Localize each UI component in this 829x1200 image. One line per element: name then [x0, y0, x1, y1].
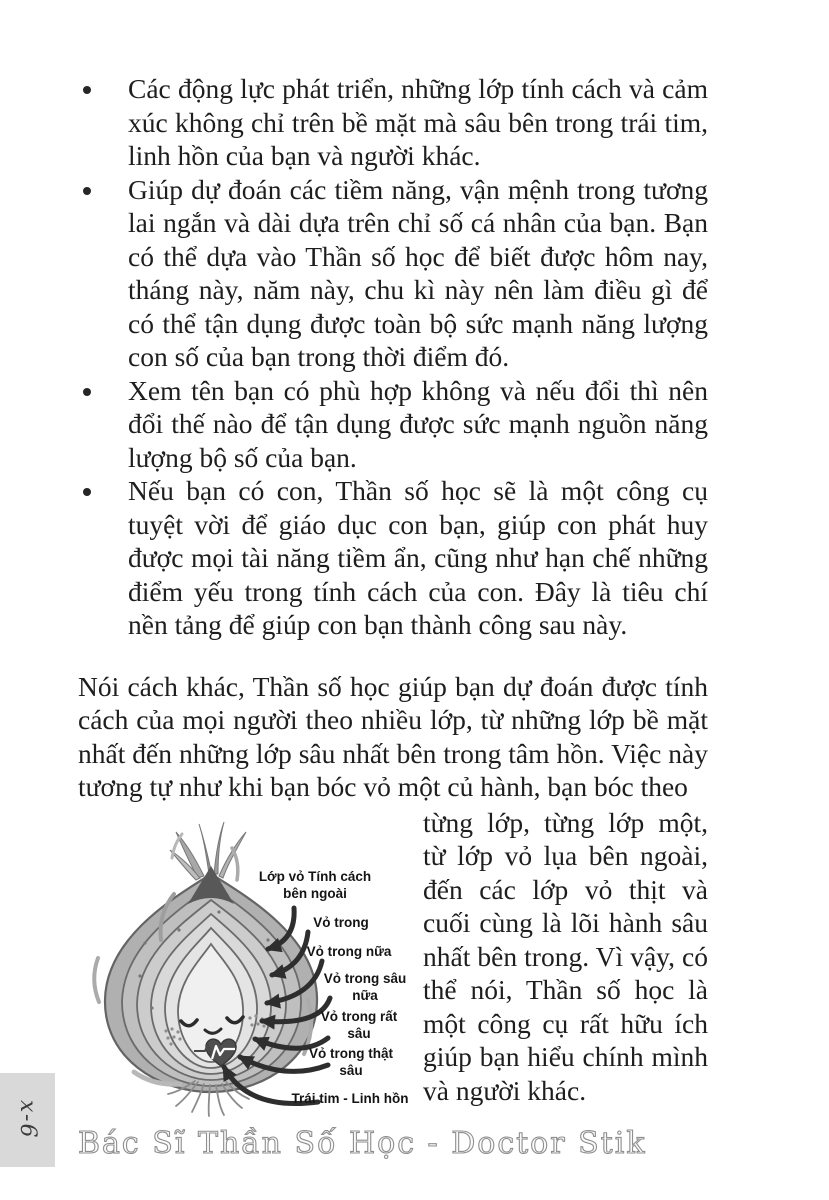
- bullet-text: Các động lực phát triển, những lớp tính cách và cảm xúc không chỉ trên bề mặt mà sâu bên trong trái tim, linh hồn của bạn và người khác.: [128, 73, 708, 171]
- paragraph-wrap: từng lớp, từng lớp một, từ lớp vỏ lụa bên ngoài, đến các lớp vỏ thịt và cuối cùng là lõi hành sâu nhất bên trong. Vì vậy, có thể nói, Thần số học là một công cụ rất hữu ích giúp bạn hiểu chính mình và người khác.: [423, 806, 708, 1106]
- page-content: [78, 72, 708, 1128]
- label-outer-personality-layer: Lớp vỏ Tính cách bên ngoài: [258, 868, 372, 902]
- list-item: [78, 173, 708, 374]
- list-item: [78, 474, 708, 642]
- bullet-icon: [78, 173, 128, 374]
- bullet-icon: [78, 374, 128, 475]
- list-item: [78, 374, 708, 475]
- onion-figure: [78, 804, 423, 1128]
- list-item: [78, 72, 708, 173]
- label-deepest-skin: Vỏ trong thật sâu: [309, 1045, 393, 1079]
- page-number: x-6: [15, 1100, 40, 1140]
- label-inner-skin-2: Vỏ trong nữa: [306, 943, 392, 959]
- label-inner-skin: Vỏ trong: [313, 914, 369, 930]
- paragraph-intro: Nói cách khác, Thần số học giúp bạn dự đoán được tính cách của mọi người theo nhiều lớp, từ những lớp bề mặt nhất đến những lớp sâu nhất bên trong tâm hồn. Việc này tương tự như khi bạn bóc vỏ một củ hành, bạn bóc theo: [78, 670, 708, 802]
- footer-title: Bác Sĩ Thần Số Học - Doctor Stik: [78, 1126, 647, 1161]
- bullet-icon: [78, 72, 128, 173]
- figure-text-row: [78, 804, 708, 1128]
- bullet-text: Nếu bạn có con, Thần số học sẽ là một công cụ tuyệt vời để giáo dục con bạn, giúp con phát huy được mọi tài năng tiềm ẩn, cũng như hạn chế những điểm yếu trong tính cách của con. Đây là tiêu chí nền tảng để giúp con bạn thành công sau này.: [128, 475, 708, 640]
- bullet-text: Xem tên bạn có phù hợp không và nếu đổi thì nên đổi thế nào để tận dụng được sức mạnh nguồn năng lượng bộ số của bạn.: [128, 374, 708, 473]
- label-deeper-skin: Vỏ trong sâu nữa: [323, 970, 407, 1004]
- bullet-icon: [78, 474, 128, 642]
- label-very-deep-skin: Vỏ trong rất sâu: [320, 1008, 398, 1042]
- page-tab: [0, 1073, 55, 1167]
- bullet-list: [78, 72, 708, 642]
- label-heart-soul: Trái tim - Linh hồn: [291, 1090, 409, 1106]
- bullet-text: Giúp dự đoán các tiềm năng, vận mệnh trong tương lai ngắn và dài dựa trên chỉ số cá nhân của bạn. Bạn có thể dựa vào Thần số học để biết được hôm nay, tháng này, năm này, chu kì này nên làm điều gì để có thể tận dụng được toàn bộ sức mạnh năng lượng con số của bạn trong thời điểm đó.: [128, 173, 708, 372]
